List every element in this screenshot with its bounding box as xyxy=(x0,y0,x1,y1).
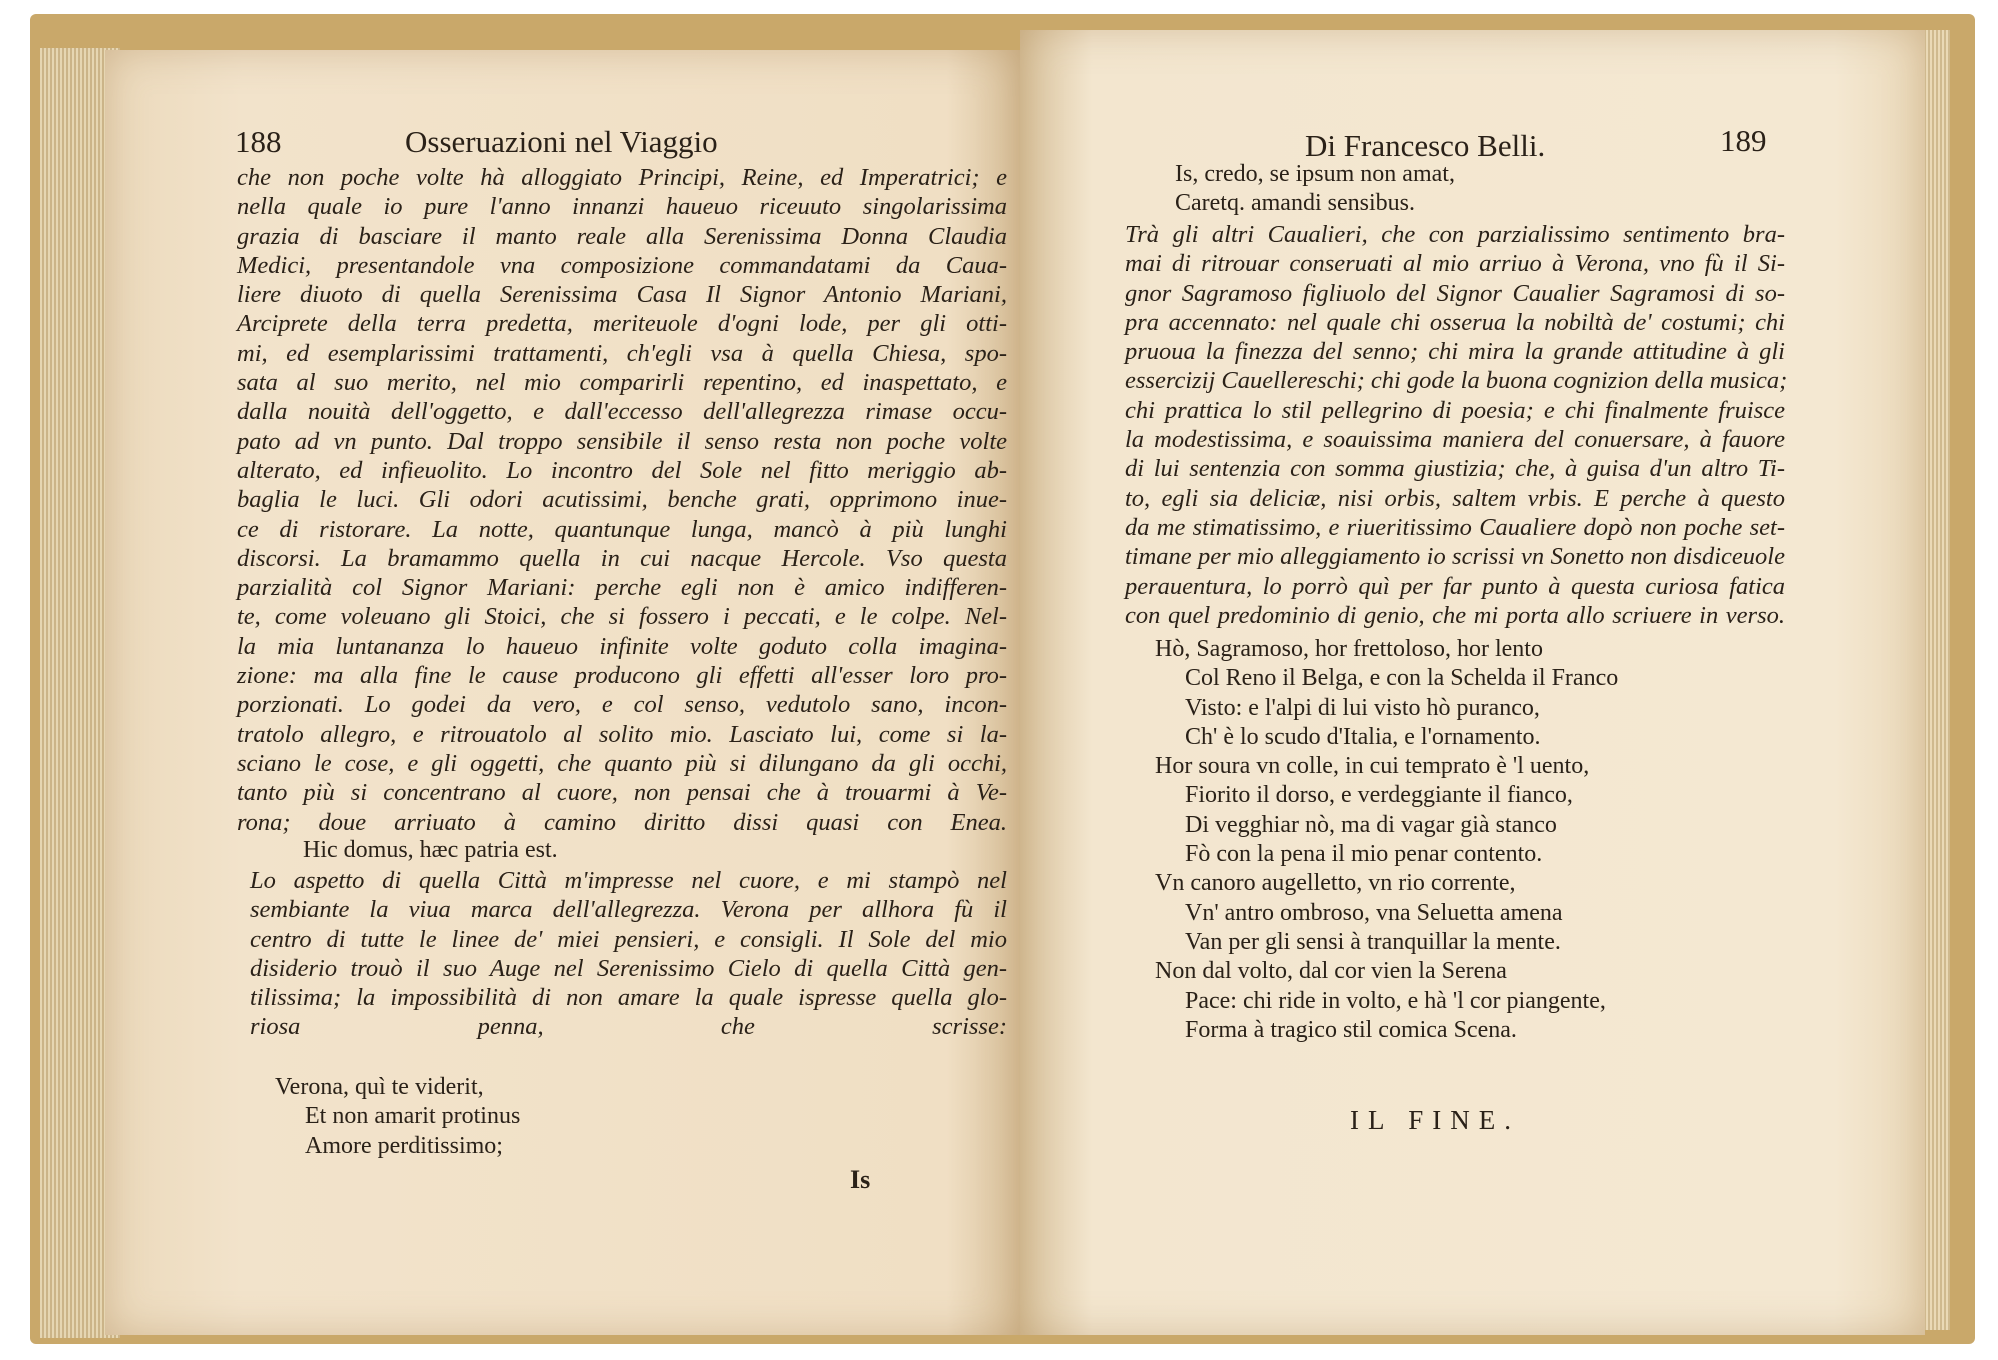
text-line: gnor Sagramoso figliuolo del Signor Caualier Sagramosi di so- xyxy=(1125,279,1785,307)
text-line: alterato, ed infieuolito. Lo incontro del Sole nel fitto meriggio ab- xyxy=(237,456,1007,484)
left-page xyxy=(105,50,1020,1335)
text-line: la modestissima, e soauissima maniera del conuersare, à fauore xyxy=(1125,426,1785,454)
sonnet xyxy=(1155,635,1618,1045)
text-line: Ch' è lo scudo d'Italia, e l'ornamento. xyxy=(1185,723,1541,750)
quote-line: Hic domus, hæc patria est. xyxy=(303,837,558,863)
text-line: sembiante la viua marca dell'allegrezza. Verona per allhora fù il xyxy=(250,896,1007,924)
text-line: Fiorito il dorso, e verdeggiante il fianco, xyxy=(1185,782,1573,809)
text-line: pato ad vn punto. Dal troppo sensibile il senso resta non poche volte xyxy=(237,427,1007,455)
text-line: Caretq. amandi sensibus. xyxy=(1175,190,1415,217)
text-line: riosa penna, che scrisse: xyxy=(250,1013,1007,1041)
text-line: Forma à tragico stil comica Scena. xyxy=(1185,1016,1517,1043)
text-line: tratolo allegro, e ritrouatolo al solito mio. Lasciato lui, come si la- xyxy=(237,720,1007,748)
text-line: la mia luntananza lo haueuo infinite volte goduto colla imagina- xyxy=(237,632,1007,660)
text-line: che non poche volte hà alloggiato Principi, Reine, ed Imperatrici; e xyxy=(237,164,1007,191)
text-line: Van per gli sensi à tranquillar la mente. xyxy=(1185,928,1561,955)
text-line: ce di ristorare. La notte, quantunque lunga, mancò à più lunghi xyxy=(237,515,1007,543)
text-line: Fò con la pena il mio penar contento. xyxy=(1185,841,1543,868)
text-line: Di vegghiar nò, ma di vagar già stanco xyxy=(1185,811,1557,838)
text-line: timane per mio alleggiamento io scrissi vn Sonetto non disdiceuole xyxy=(1125,543,1785,571)
text-line: mai di ritrouar conseruati al mio arriuo à Verona, vno fù il Si- xyxy=(1125,250,1785,278)
text-line: Pace: chi ride in volto, e hà 'l cor piangente, xyxy=(1185,987,1606,1014)
prose-block xyxy=(237,163,1007,837)
text-line: Visto: e l'alpi di lui visto hò puranco, xyxy=(1185,694,1540,721)
text-line: porzionati. Lo godei da vero, e col senso, vedutolo sano, incon- xyxy=(237,691,1007,719)
text-line: parzialità col Signor Mariani: perche egli non è amico indifferen- xyxy=(237,574,1007,602)
text-line: dalla nouità dell'oggetto, e dall'eccesso dell'allegrezza rimase occu- xyxy=(237,398,1007,426)
page-number: 189 xyxy=(1720,123,1767,158)
text-line: sata al suo merito, nel mio comparirli repentino, ed inaspettato, e xyxy=(237,369,1007,397)
text-line: Et non amarit protinus xyxy=(305,1103,521,1130)
text-line: pra accennato: nel quale chi osserua la nobiltà de' costumi; chi xyxy=(1125,308,1785,336)
text-line: tanto più si concentrano al cuore, non pensai che à trouarmi à Ve- xyxy=(237,779,1007,807)
end-mark: IL FINE. xyxy=(1350,1105,1520,1135)
text-line: Arciprete della terra predetta, meriteuole d'ogni lode, per gli otti- xyxy=(237,310,1007,338)
text-line: te, come voleuano gli Stoici, che si fossero i peccati, e le colpe. Nel- xyxy=(237,603,1007,631)
page-number: 188 xyxy=(235,124,282,159)
text-line: Amore perditissimo; xyxy=(305,1132,503,1159)
text-line: baglia le luci. Gli odori acutissimi, benche grati, opprimono inue- xyxy=(237,486,1007,514)
text-line: Is, credo, se ipsum non amat, xyxy=(1175,161,1455,187)
text-line: zione: ma alla fine le cause producono gli effetti all'esser loro pro- xyxy=(237,662,1007,690)
text-line: Verona, quì te viderit, xyxy=(275,1074,484,1100)
text-line: Vn' antro ombroso, vna Seluetta amena xyxy=(1185,899,1563,926)
text-line: Non dal volto, dal cor vien la Serena xyxy=(1155,958,1507,985)
signature-mark: Is xyxy=(850,1165,871,1194)
text-line: Hor soura vn colle, in cui temprato è 'l uento, xyxy=(1155,753,1590,780)
text-line: chi prattica lo stil pellegrino di poesia; e chi finalmente fruisce xyxy=(1125,396,1785,424)
running-head: Osseruazioni nel Viaggio xyxy=(405,124,718,159)
text-line: Col Reno il Belga, e con la Schelda il Franco xyxy=(1185,665,1619,692)
text-line: disiderio trouò il suo Auge nel Serenissimo Cielo di quella Città gen- xyxy=(250,954,1007,982)
quote xyxy=(303,836,558,865)
text-line: liere diuoto di quella Serenissima Casa Il Signor Antonio Mariani, xyxy=(237,281,1007,309)
text-line: Hò, Sagramoso, hor frettoloso, hor lento xyxy=(1155,636,1543,662)
text-line: con quel predominio di genio, che mi porta allo scriuere in verso. xyxy=(1125,601,1785,629)
verse-block xyxy=(1175,160,1455,219)
verse-block xyxy=(275,1073,520,1161)
text-line: tilissima; la impossibilità di non amare la quale ispresse quella glo- xyxy=(250,984,1007,1012)
text-line: nella quale io pure l'anno innanzi haueuo riceuuto singolarissima xyxy=(237,193,1007,221)
right-page xyxy=(1020,30,1925,1335)
text-line: Vn canoro augelletto, vn rio corrente, xyxy=(1155,870,1516,897)
text-line: sciano le cose, e gli oggetti, che quanto più si dilungano da gli occhi, xyxy=(237,749,1007,777)
text-line: Medici, presentandole vna composizione commandatami da Caua- xyxy=(237,251,1007,279)
prose-block xyxy=(250,866,1007,1042)
text-line: mi, ed esemplarissimi trattamenti, ch'egli vsa à quella Chiesa, spo- xyxy=(237,339,1007,367)
running-head: Di Francesco Belli. xyxy=(1305,128,1546,163)
text-line: perauentura, lo porrò quì per far punto à questa curiosa fatica xyxy=(1125,572,1785,600)
text-line: Lo aspetto di quella Città m'impresse nel cuore, e mi stampò nel xyxy=(250,867,1007,894)
text-line: centro di tutte le linee de' miei pensieri, e consigli. Il Sole del mio xyxy=(250,925,1007,953)
text-line: essercizij Cauellereschi; chi gode la buona cognizion della musica; xyxy=(1125,367,1788,395)
text-line: di lui sentenzia con somma giustizia; che, à guisa d'un altro Ti- xyxy=(1125,455,1785,483)
text-line: to, egli sia deliciæ, nisi orbis, saltem vrbis. E perche à questo xyxy=(1125,484,1785,512)
text-line: discorsi. La bramammo quella in cui nacque Hercole. Vso questa xyxy=(237,544,1007,572)
text-line: da me stimatissimo, e riueritissimo Caualiere dopò non poche set- xyxy=(1125,513,1785,541)
text-line: Trà gli altri Caualieri, che con parzialissimo sentimento bra- xyxy=(1125,221,1785,248)
text-line: grazia di basciare il manto reale alla Serenissima Donna Claudia xyxy=(237,222,1007,250)
prose-block xyxy=(1125,220,1788,630)
text-line: pruoua la finezza del senno; chi mira la grande attitudine à gli xyxy=(1125,338,1785,366)
text-line: rona; doue arriuato à camino diritto dissi quasi con Enea. xyxy=(237,808,1007,836)
